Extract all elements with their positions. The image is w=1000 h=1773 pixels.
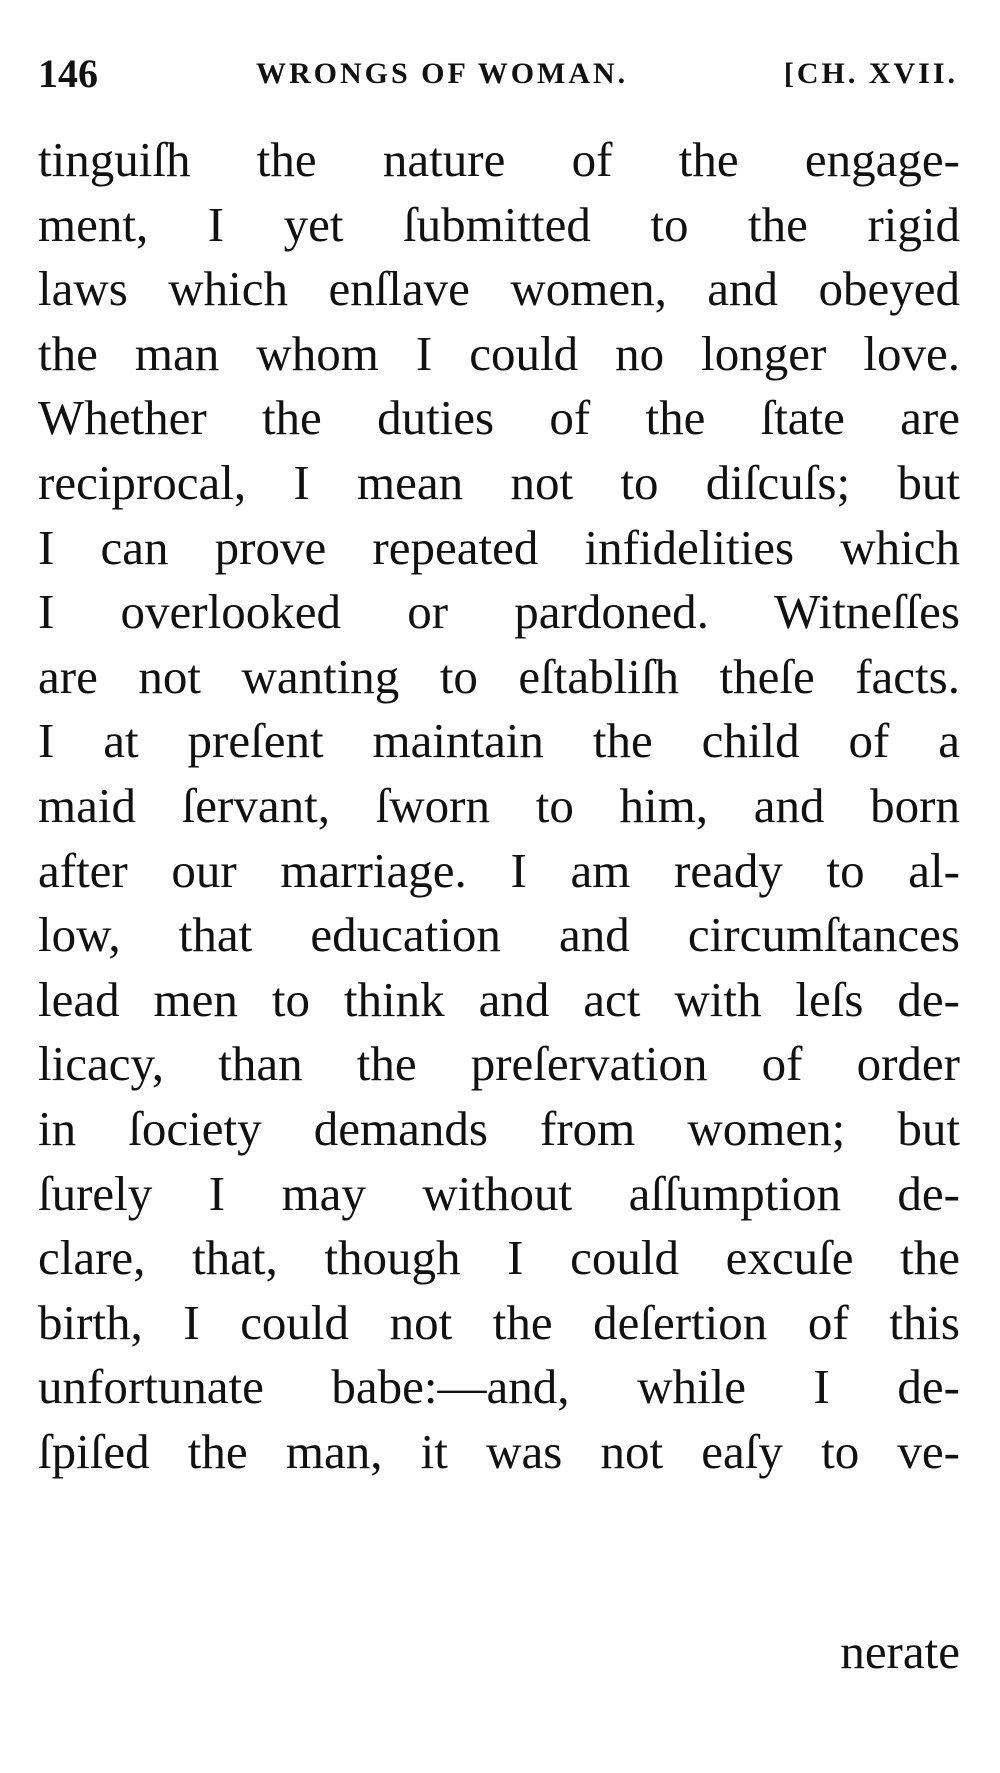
text-line: maid ſervant, ſworn to him, and born: [38, 777, 960, 833]
text-line: after our marriage. I am ready to al-: [38, 842, 960, 898]
text-line: I at preſent maintain the child of a: [38, 713, 960, 769]
running-head: [38, 44, 958, 104]
text-line: in ſociety demands from women; but: [38, 1100, 960, 1156]
chapter-reference: [CH. XVII.: [783, 57, 958, 90]
body-text: [38, 128, 960, 1484]
text-line: ment, I yet ſubmitted to the rigid: [38, 196, 960, 252]
text-line: licacy, than the preſervation of order: [38, 1036, 960, 1092]
text-line: laws which enſlave women, and obeyed: [38, 261, 960, 317]
text-line: ſurely I may without aſſumption de-: [38, 1165, 960, 1221]
text-line: unfortunate babe:—and, while I de-: [38, 1359, 960, 1415]
text-line: I can prove repeated infidelities which: [38, 519, 960, 575]
page-number: 146: [38, 51, 98, 96]
text-line: clare, that, though I could excuſe the: [38, 1230, 960, 1286]
catchword: nerate: [840, 1624, 960, 1679]
text-line: are not wanting to eſtabliſh theſe facts.: [38, 648, 960, 704]
running-title: WRONGS OF WOMAN.: [256, 57, 629, 90]
text-line: ſpiſed the man, it was not eaſy to ve-: [38, 1423, 960, 1479]
text-line: tinguiſh the nature of the engage-: [38, 132, 960, 187]
text-line: lead men to think and act with leſs de-: [38, 971, 960, 1027]
text-line: Whether the duties of the ſtate are: [38, 390, 960, 446]
text-line: birth, I could not the deſertion of this: [38, 1294, 960, 1350]
text-line: low, that education and circumſtances: [38, 907, 960, 963]
text-line: the man whom I could no longer love.: [38, 325, 960, 381]
text-line: reciprocal, I mean not to diſcuſs; but: [38, 454, 960, 510]
text-line: I overlooked or pardoned. Witneſſes: [38, 584, 960, 640]
